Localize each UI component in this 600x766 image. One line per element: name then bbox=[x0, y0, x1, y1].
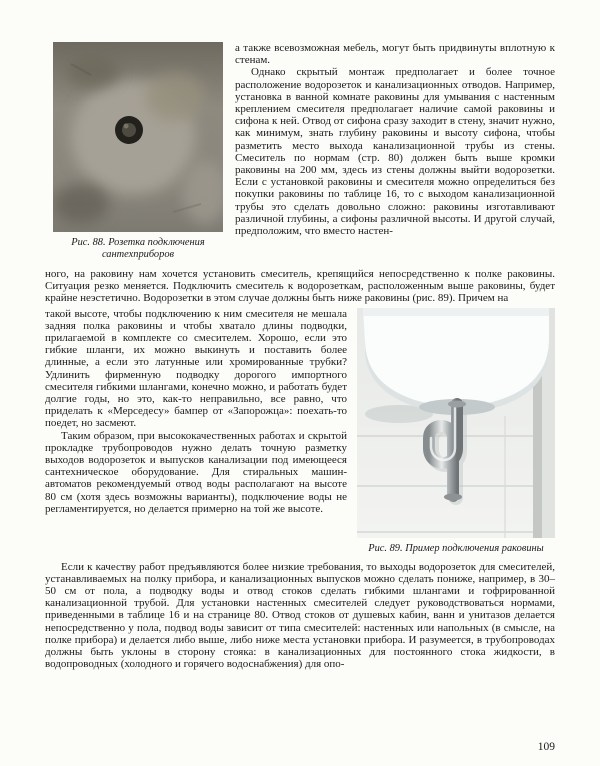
full-width-block-2 bbox=[45, 561, 555, 671]
figure-88-caption: Рис. 88. Розетка подключения сантехприборов bbox=[71, 237, 205, 260]
text-column-right bbox=[235, 42, 555, 261]
top-section bbox=[45, 42, 555, 261]
figure-88 bbox=[45, 42, 223, 261]
middle-section bbox=[45, 308, 555, 555]
paragraph-hose-length: такой высоте, чтобы подключению к ним смесителя не мешала задняя полка раковины и чтобы хватало длины подводки, прилагаемой в комплекте со смесителем. Хорошо, если это гибкие шланги, их можно выкинуть и поставить более длинные, а если это латунные или хромированные трубки? Удлинить фирменную подводку дорогого импортного смесителя гибкими шлангами, конечно можно, и работать будет долгие годы, но это, как-то неправильно, все равно, что приделать к «Мерседесу» бампер от «Запорожца»: поехать-то поедет, но засмеют. bbox=[45, 307, 347, 430]
paragraph-sink-mixer: ного, на раковину нам хочется установить смеситель, крепящийся непосредственно к полке раковины. Ситуация резко меняется. Подключить смеситель к водорозеткам, расположенным выше раковины, будет крайне неэстетично. Водорозетки в этом случае должны быть ниже раковины (рис. 89). Причем на bbox=[45, 268, 555, 305]
figure-89 bbox=[357, 308, 555, 555]
paragraph-quality-works: Таким образом, при высококачественных работах и скрытой прокладке трубопроводов нужно делать точную разметку выходов водорозеток и выпусков канализации под имеющееся сантехническое оборудование. Для стиральных машин-автоматов рекомендуемый отвод воды располагают на высоте 80 см (хотя здесь возможны варианты), подключение воды не регламентируется, но делается примерно на той же высоте. bbox=[45, 429, 347, 515]
page-number: 109 bbox=[537, 740, 555, 753]
figure-88-photo bbox=[53, 42, 223, 232]
text-column-left bbox=[45, 308, 347, 555]
paragraph-hidden-mounting: Однако скрытый монтаж предполагает и более точное расположение водорозеток и канализационных отводов. Например, установка в ванной комнате раковины для умывания с настенным креплением смесителя предполагает наличие самой раковины и сифона к ней. Отвод от сифона сразу заходит в стену, значит нужно, как минимум, знать глубину раковины и высоту сифона, чтобы разметить место выхода канализационной трубы из стены. Смеситель по нормам (стр. 80) должен быть выше кромки раковины на 200 мм, здесь из стены должны выйти водорозетки. Если с установкой раковины и смесителя можно определиться без покупки раковины по таблице 16, то с выходом канализационной трубы это сделать довольно сложно: раковины изготавливают различной глубины, а сифоны различной высоты. И другой случай, предположим, что вместо настен- bbox=[235, 66, 555, 238]
full-width-block-1 bbox=[45, 268, 555, 305]
paragraph-lower-quality: Если к качеству работ предъявляются более низкие требования, то выходы водорозеток для смесителей, устанавливаемых на полку прибора, и канализационных выпусков можно сделать пониже, например, в 30–50 см от пола, а подводку воды и отвод стоков сделать гибкими шлангами и гофрированной канализационной трубой. Для установки настенных смесителей следует руководствоваться нормами, приведенными в таблице 16 и на странице 80. Отвод стоков от душевых кабин, ванн и унитазов делается непосредственно у пола, подвод воды зависит от типа смесителей: настенных или напольных (в смысле, на полке прибора) и делается либо выше, либо ниже места установки прибора. И разумеется, в трубопроводах должны быть уклоны в сторону стояка: в канализационных для постоянного стока жидкости, в водопроводных (холодного и горячего водоснабжения) для опо- bbox=[45, 560, 555, 671]
figure-89-caption: Рис. 89. Пример подключения раковины bbox=[368, 542, 544, 554]
figure-89-photo bbox=[357, 308, 555, 538]
paragraph-intro-continuation: а также всевозможная мебель, могут быть придвинуты вплотную к стенам. bbox=[235, 42, 555, 67]
